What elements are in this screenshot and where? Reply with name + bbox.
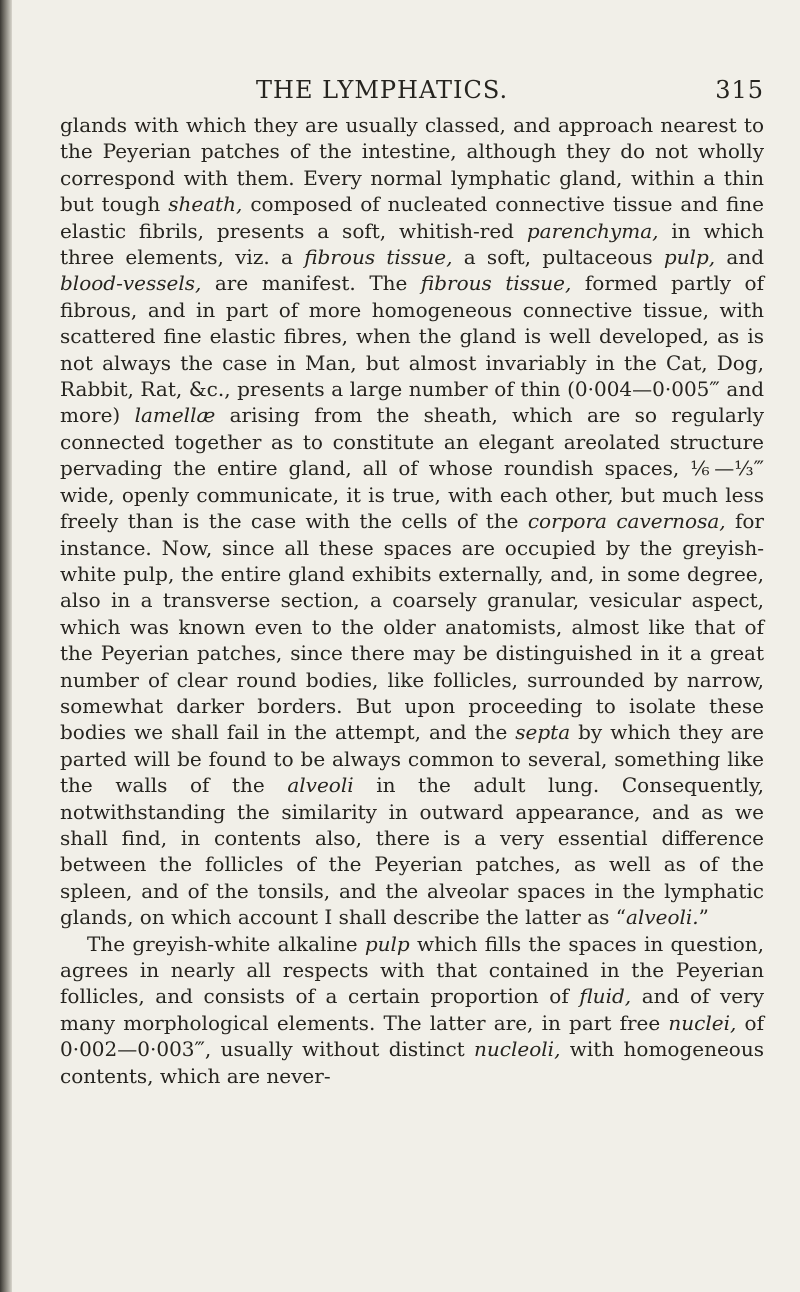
text-run: The greyish-white alkaline [87, 931, 365, 956]
italic-term: lamellæ [134, 403, 216, 428]
italic-term: corpora cavernosa, [527, 509, 726, 534]
italic-term: fibrous tissue, [304, 245, 453, 270]
book-spine-shadow [0, 0, 12, 1292]
italic-term: nucleoli, [474, 1037, 561, 1062]
italic-term: fluid, [579, 984, 632, 1009]
text-run: in the adult lung. Consequently, notwithstanding the similarity in outward appearance, and as we shall find, in contents also, there is a very essential difference between the follicles of the Peyerian patches, as well as of the spleen, and of the tonsils, and the alveolar spaces in the lymphatic glands, on which account I shall describe the latter as “ [60, 773, 765, 930]
text-run: ” [698, 905, 709, 930]
running-head [60, 76, 764, 106]
paragraph [60, 112, 764, 931]
text-run: of 0·002—0·003‴, usually without distinct [60, 1010, 764, 1062]
text-run: a soft, pultaceous [452, 245, 664, 270]
italic-term: blood-vessels, [60, 271, 202, 296]
italic-term: alveoli. [626, 905, 699, 930]
italic-term: alveoli [287, 773, 354, 798]
text-run: which fills the spaces in question, agrees in nearly all respects with that contained in the Peyerian follicles, and consists of a certain proportion of [60, 931, 764, 1009]
running-title: THE LYMPHATICS. [256, 76, 509, 104]
text-run: for instance. Now, since all these spaces are occupied by the greyish-white pulp, the entire gland exhibits externally, and, in some degree, also in a transverse section, a coarsely granular, vesicular aspect, which was known even to the older anatomists, almost like that of the Peyerian patches, since there may be distinguished in it a great number of clear round bodies, like follicles, surrounded by narrow, somewhat darker borders. But upon proceeding to isolate these bodies we shall fail in the attempt, and the [60, 509, 764, 745]
italic-term: pulp, [663, 245, 716, 270]
paragraph [60, 931, 764, 1089]
text-run: by which they are parted will be found to be always common to several, something like the walls of the [60, 720, 764, 798]
text-run: formed partly of fibrous, and in part of more homogeneous connective tissue, with scattered fine elastic fibres, when the gland is well developed, as is not always the case in Man, but almost invariably in the Cat, Dog, Rabbit, Rat, &c., presents a large number of thin (0·004—0·005‴ and more) [60, 271, 764, 428]
italic-term: nuclei, [668, 1010, 737, 1035]
italic-term: sheath, [168, 192, 243, 217]
italic-term: pulp [364, 931, 410, 956]
italic-term: septa [515, 720, 571, 745]
body-text [60, 112, 764, 1089]
text-run: with homogeneous contents, which are never- [60, 1037, 764, 1088]
text-run: in which three elements, viz. a [60, 218, 764, 270]
text-run: composed of nucleated connective tissue and fine elastic fibrils, presents a soft, whitish-red [60, 192, 765, 243]
italic-term: parenchyma, [526, 218, 659, 243]
italic-term: fibrous tissue, [420, 271, 572, 296]
text-run: and [715, 245, 765, 270]
text-run: are manifest. The [201, 271, 421, 296]
text-run: arising from the sheath, which are so regularly connected together as to constitute an elegant areolated structure pervading the entire gland, all of whose roundish spaces, ⅙—⅓‴ wide, openly communicate, it is true, with each other, but much less freely than is the case with the cells of the [60, 403, 764, 534]
text-run: glands with which they are usually classed, and approach nearest to the Peyerian patches of the intestine, although they do not wholly correspond with them. Every normal lymphatic gland, within a thin but tough [60, 113, 764, 217]
text-run: and of very many morphological elements. The latter are, in part free [60, 984, 765, 1035]
page-number: 315 [715, 76, 764, 104]
